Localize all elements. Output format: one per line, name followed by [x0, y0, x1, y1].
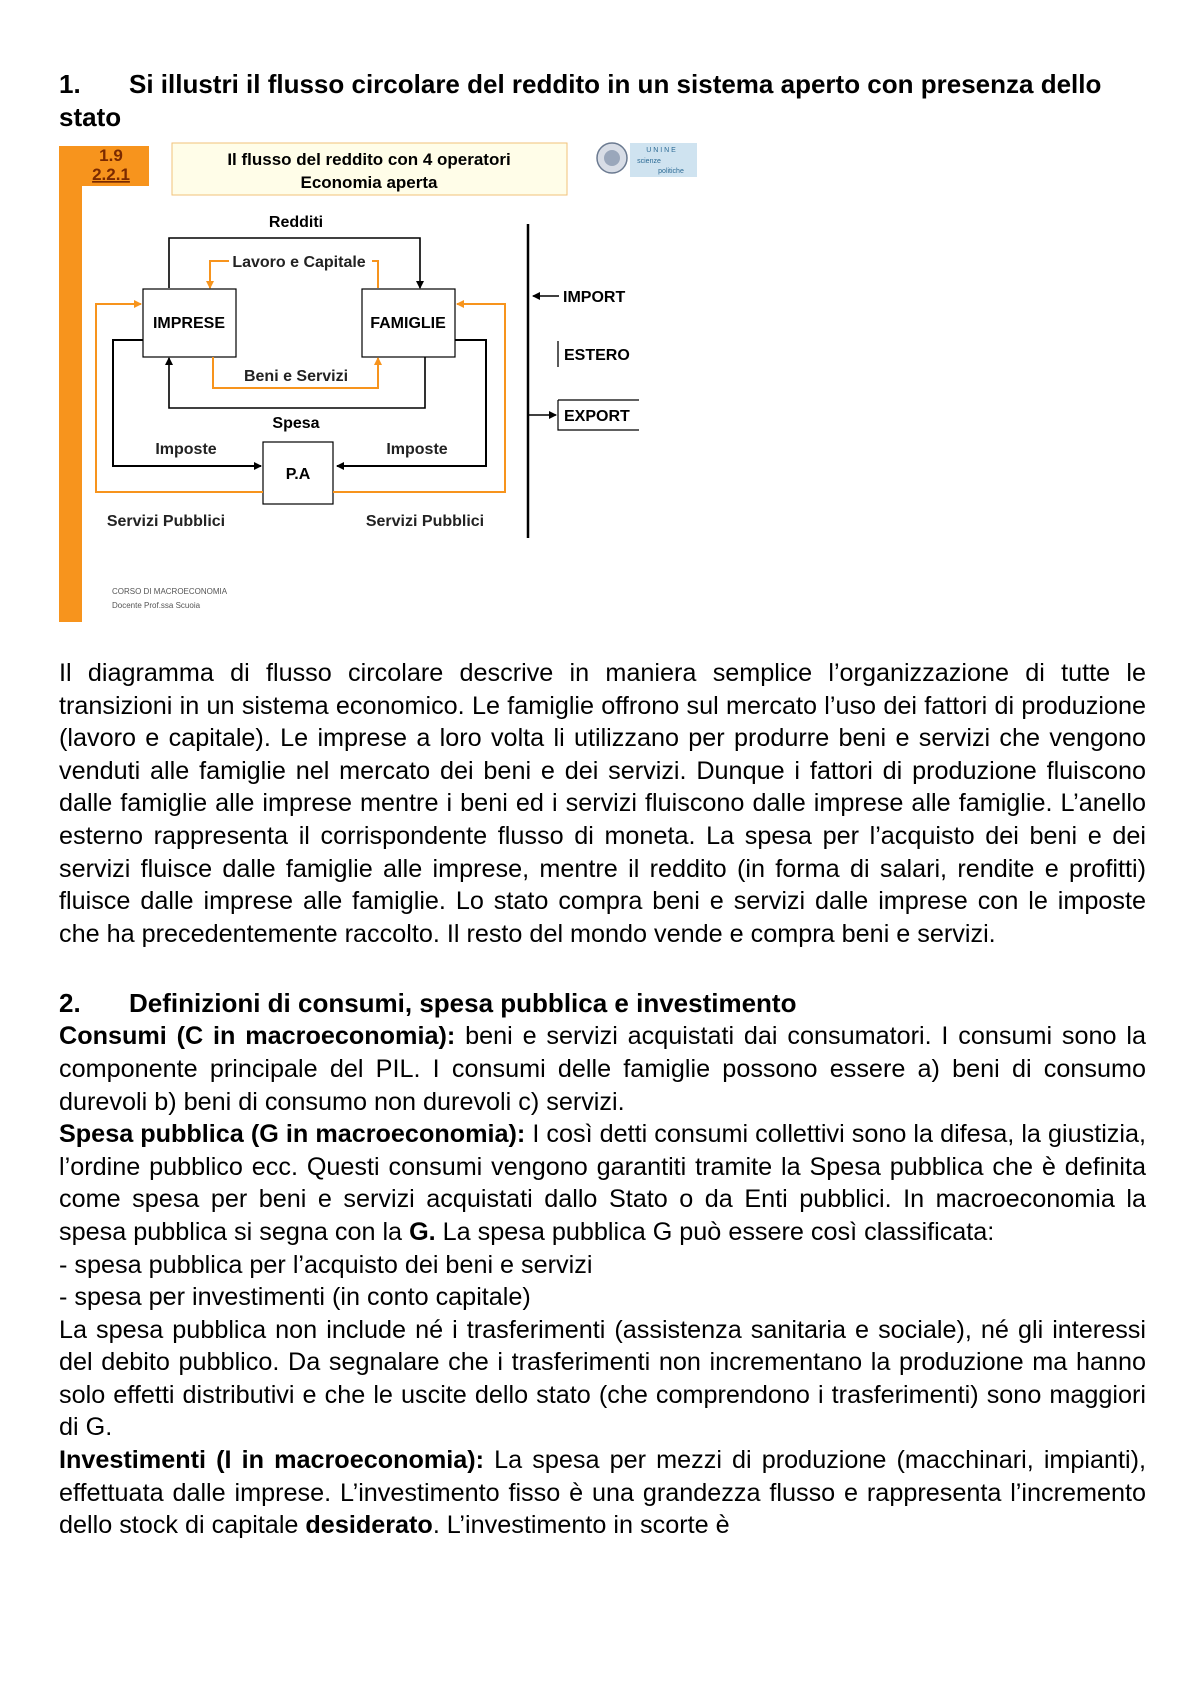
- label-beni-servizi: Beni e Servizi: [243, 368, 349, 385]
- paragraph-circular-flow: Il diagramma di flusso circolare descrive in maniera semplice l’organizzazione di tutte le transizioni in un sistema economico. Le famiglie offrono sul mercato l’uso dei fattori di produzione (lavoro e capitale). Le imprese a loro volta li utilizzano per produrre beni e servizi che vengono venduti alle famiglie nel mercato dei beni e dei servizi. Dunque i fattori di produzione fluiscono dalle famiglie alle imprese mentre i beni ed i servizi fluiscono dalle imprese alle famiglie. L’anello esterno rappresenta il corrispondente flusso di moneta. La spesa per l’acquisto dei beni e dei servizi fluisce dalle famiglie alle imprese, mentre il reddito (in forma di salari, rendite e profitti) fluisce dalle imprese alle famiglie. Lo stato compra beni e servizi dalle imprese con le imposte che ha precedentemente raccolto. Il resto del mondo vende e compra beni e servizi.: [59, 659, 1146, 948]
- label-imposte-left: Imposte: [155, 441, 217, 458]
- text-consumi: beni e servizi acquistati dai consumatori. I consumi sono la componente principale del PIL. I consumi delle famiglie possono essere a) beni di consumo durevoli b) beni di consumo non durevoli c) servizi.: [59, 1022, 1146, 1116]
- university-seal-logo: [597, 143, 627, 173]
- section-2-number: 2.: [59, 988, 81, 1019]
- text-spesa-1: I così detti consumi collettivi sono la difesa, la giustizia, l’ordine pubblico ecc. Questi consumi vengono garantiti tramite la Spesa pubblica che è definita come spesa per beni e servizi acquistati dallo Stato o da Enti pubblici. In macroeconomia la spesa pubblica si segna con la: [59, 1120, 1146, 1246]
- circular-flow-diagram: [59, 136, 699, 624]
- paragraph-spesa-pubblica: [59, 1118, 1146, 1248]
- label-lavoro-capitale: Lavoro e Capitale: [232, 254, 366, 271]
- label-servizi-left: Servizi Pubblici: [106, 513, 226, 530]
- text-investimenti-2: . L’investimento in scorte è: [432, 1511, 730, 1540]
- section-1-title: Si illustri il flusso circolare del reddito in un sistema aperto con presenza dello stato: [59, 69, 1102, 132]
- label-redditi: Redditi: [268, 214, 324, 231]
- label-spesa: Spesa: [272, 415, 320, 432]
- text-spesa-2: La spesa pubblica G può essere così classificata:: [435, 1217, 995, 1246]
- slide-title-line2: Economia aperta: [300, 173, 438, 192]
- list-item-spesa-beni: - spesa pubblica per l’acquisto dei beni e servizi: [59, 1250, 593, 1279]
- logo-line2: scienze: [637, 158, 661, 165]
- slide-badge-bottom: 2.2.1: [92, 165, 130, 184]
- slide-badge-top: 1.9: [99, 146, 123, 165]
- label-export: EXPORT: [564, 408, 630, 425]
- paragraph-investimenti: [59, 1444, 1146, 1542]
- label-pa: P.A: [285, 466, 311, 483]
- term-investimenti: Investimenti (I in macroeconomia):: [59, 1446, 485, 1475]
- logo-line1: U N I N E: [646, 147, 676, 154]
- term-consumi: Consumi (C in macroeconomia):: [59, 1022, 456, 1051]
- document-page: [59, 68, 1146, 1542]
- paragraph-consumi: [59, 1020, 1146, 1118]
- label-estero: ESTERO: [564, 347, 630, 364]
- section-1-heading: [59, 68, 1146, 134]
- label-servizi-right: Servizi Pubblici: [365, 513, 485, 530]
- logo-line3: politiche: [658, 168, 684, 175]
- text-spesa-g: G.: [409, 1217, 436, 1246]
- list-item-spesa-investimenti: - spesa per investimenti (in conto capitale): [59, 1283, 531, 1312]
- text-investimenti-1: La spesa per mezzi di produzione (macchinari, impianti), effettuata dalle imprese. L’investimento fisso è una grandezza flusso e rappresenta l’incremento dello stock di capitale: [59, 1446, 1146, 1540]
- slide-side-bar: [59, 146, 82, 622]
- circular-flow-slide: [59, 136, 699, 624]
- label-imprese: IMPRESE: [152, 315, 226, 332]
- slide-footer-line2: Docente Prof.ssa Scuoia: [112, 601, 201, 610]
- label-famiglie: FAMIGLIE: [370, 315, 446, 332]
- text-desiderato: desiderato: [305, 1511, 433, 1540]
- label-imposte-right: Imposte: [386, 441, 448, 458]
- paragraph-trasferimenti: La spesa pubblica non include né i trasferimenti (assistenza sanitaria e sociale), né gli interessi del debito pubblico. Da segnalare che i trasferimenti non incrementano la produzione ma hanno solo effetti distributivi e che le uscite dello stato (che comprendono i trasferimenti) sono maggiori di G.: [59, 1315, 1146, 1442]
- section-1-number: 1.: [59, 69, 81, 99]
- label-import: IMPORT: [563, 289, 626, 306]
- slide-footer-line1: CORSO DI MACROECONOMIA: [112, 587, 228, 596]
- term-spesa-pubblica: Spesa pubblica (G in macroeconomia):: [59, 1120, 526, 1149]
- section-2-heading: [59, 987, 1146, 1020]
- slide-title-line1: Il flusso del reddito con 4 operatori: [227, 150, 511, 169]
- section-2-title: Definizioni di consumi, spesa pubblica e investimento: [129, 988, 797, 1019]
